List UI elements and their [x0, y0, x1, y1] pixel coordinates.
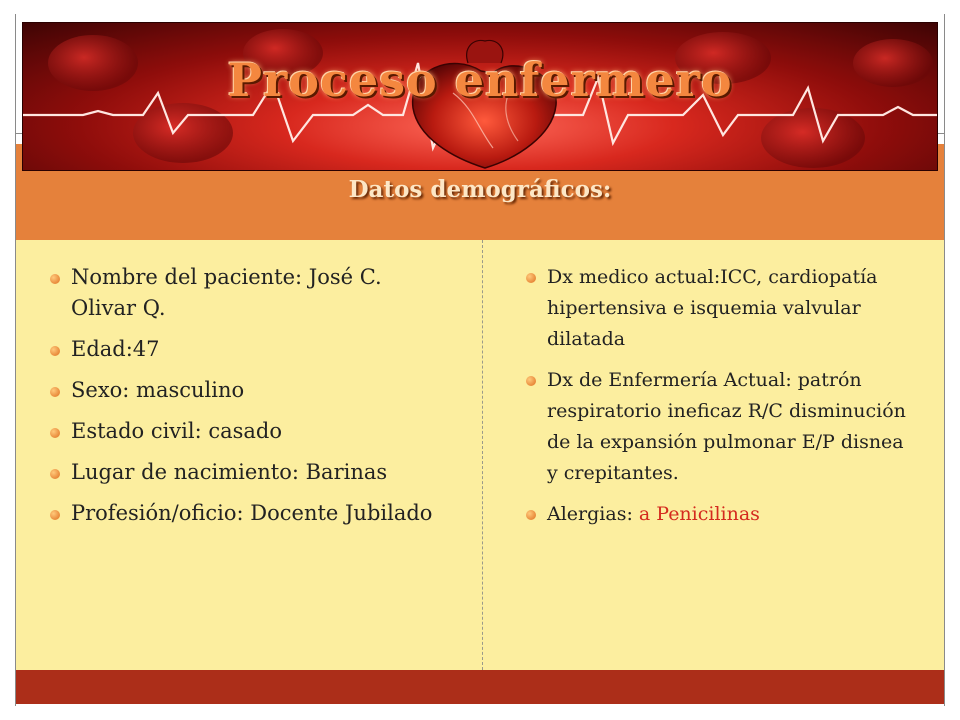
- section-title: Datos demográficos:: [348, 176, 612, 203]
- list-item-text: Estado civil: casado: [71, 419, 283, 443]
- bullet-icon: [50, 387, 60, 397]
- list-item-text: Nombre del paciente: José C. Olivar Q.: [71, 265, 382, 320]
- bullet-icon: [526, 376, 536, 386]
- list-item-text: Profesión/oficio: Docente Jubilado: [71, 501, 433, 525]
- column-divider: [482, 240, 483, 670]
- list-item: [50, 375, 440, 406]
- banner-title: Proceso enfermero: [227, 53, 733, 107]
- list-item-text: Edad:47: [71, 337, 160, 361]
- bullet-icon: [50, 346, 60, 356]
- bullet-icon: [50, 274, 60, 284]
- demographics-left-column: [50, 262, 440, 539]
- footer-band: [16, 670, 944, 704]
- frame-right-line: [944, 14, 945, 706]
- banner-image: [22, 22, 938, 171]
- diagnosis-list: [526, 262, 906, 530]
- allergy-item: [526, 499, 906, 530]
- demographics-list: [50, 262, 440, 529]
- allergy-value: a Penicilinas: [638, 503, 760, 525]
- list-item: [50, 334, 440, 365]
- bullet-icon: [526, 510, 536, 520]
- bullet-icon: [50, 428, 60, 438]
- bullet-icon: [50, 510, 60, 520]
- bullet-icon: [50, 469, 60, 479]
- list-item-text: Dx medico actual:ICC, cardiopatía hipertensiva e isquemia valvular dilatada: [547, 266, 878, 350]
- list-item-text: Lugar de nacimiento: Barinas: [71, 460, 388, 484]
- list-item-text: Sexo: masculino: [71, 378, 245, 402]
- list-item: [50, 457, 440, 488]
- list-item: [526, 365, 906, 489]
- list-item: [50, 498, 440, 529]
- list-item: [50, 262, 440, 324]
- list-item-text: Dx de Enfermería Actual: patrón respiratorio ineficaz R/C disminución de la expansión pulmonar E/P disnea y crepitantes.: [547, 369, 906, 484]
- allergy-label: Alergias:: [547, 503, 633, 525]
- list-item: [50, 416, 440, 447]
- list-item: [526, 262, 906, 355]
- bullet-icon: [526, 273, 536, 283]
- diagnosis-right-column: [526, 262, 906, 540]
